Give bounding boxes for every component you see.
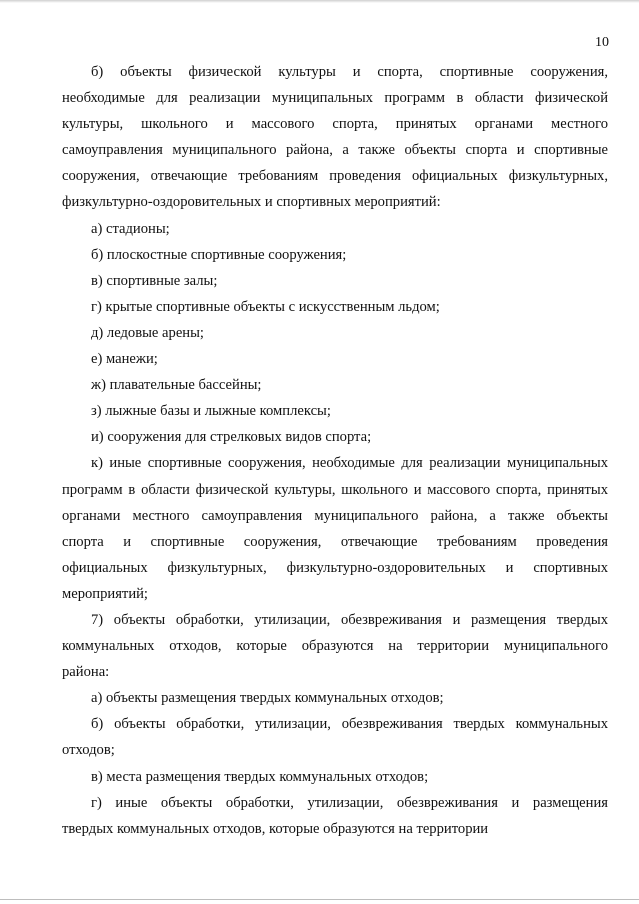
text-line: г) крытые спортивные объекты с искусственным льдом;: [91, 298, 440, 315]
text-line: сооружения, отвечающие требованиям проведения официальных физкультурных,: [62, 168, 608, 185]
text-line: и) сооружения для стрелковых видов спорта;: [91, 429, 372, 446]
paragraph: [62, 607, 608, 685]
text-line: органами местного самоуправления муниципального района, а также объекты: [62, 507, 608, 524]
paragraph: [91, 764, 608, 790]
paragraph: [62, 450, 608, 607]
text-line: а) объекты размещения твердых коммунальных отходов;: [91, 690, 444, 707]
scan-edge-bottom: [0, 899, 639, 900]
paragraph: [91, 268, 608, 294]
text-line: коммунальных отходов, которые образуются на территории муниципального: [62, 638, 608, 655]
text-line: района:: [62, 664, 110, 681]
text-line: з) лыжные базы и лыжные комплексы;: [91, 403, 331, 420]
text-line: программ в области физической культуры, школьного и массового спорта, принятых: [62, 481, 608, 498]
text-line: б) объекты обработки, утилизации, обезвреживания твердых коммунальных: [91, 716, 608, 733]
text-line: отходов;: [62, 742, 115, 759]
text-line: твердых коммунальных отходов, которые образуются на территории: [62, 820, 489, 837]
text-line: культуры, школьного и массового спорта, принятых органами местного: [62, 116, 608, 133]
text-line: ж) плавательные бассейны;: [91, 377, 262, 394]
paragraph: [91, 398, 608, 424]
document-body: [62, 59, 608, 842]
paragraph: [91, 242, 608, 268]
text-line: официальных физкультурных, физкультурно-оздоровительных и спортивных: [62, 559, 608, 576]
text-line: а) стадионы;: [91, 220, 170, 237]
page-number: 10: [595, 35, 609, 50]
text-line: в) места размещения твердых коммунальных отходов;: [91, 768, 429, 785]
scan-edge-top: [0, 0, 639, 3]
text-line: б) плоскостные спортивные сооружения;: [91, 246, 347, 263]
paragraph: [91, 685, 608, 711]
text-line: самоуправления муниципального района, а также объекты спорта и спортивные: [62, 142, 608, 159]
paragraph: [91, 216, 608, 242]
text-line: д) ледовые арены;: [91, 324, 204, 341]
text-line: е) манежи;: [91, 351, 158, 368]
paragraph: [91, 294, 608, 320]
paragraph: [62, 790, 608, 842]
paragraph: [62, 711, 608, 763]
text-line: необходимые для реализации муниципальных программ в области физической: [62, 90, 608, 107]
paragraph: [91, 320, 608, 346]
text-line: 7) объекты обработки, утилизации, обезвреживания и размещения твердых: [91, 611, 608, 628]
text-line: физкультурно-оздоровительных и спортивных мероприятий:: [62, 194, 441, 211]
text-line: спорта и спортивные сооружения, отвечающие требованиям проведения: [62, 533, 608, 550]
text-line: г) иные объекты обработки, утилизации, обезвреживания и размещения: [91, 794, 608, 811]
paragraph: [91, 372, 608, 398]
text-line: к) иные спортивные сооружения, необходимые для реализации муниципальных: [91, 455, 608, 472]
text-line: мероприятий;: [62, 585, 148, 602]
paragraph: [91, 346, 608, 372]
paragraph: [62, 59, 608, 216]
paragraph: [91, 424, 608, 450]
text-line: в) спортивные залы;: [91, 272, 218, 289]
text-line: б) объекты физической культуры и спорта, спортивные сооружения,: [91, 64, 608, 80]
